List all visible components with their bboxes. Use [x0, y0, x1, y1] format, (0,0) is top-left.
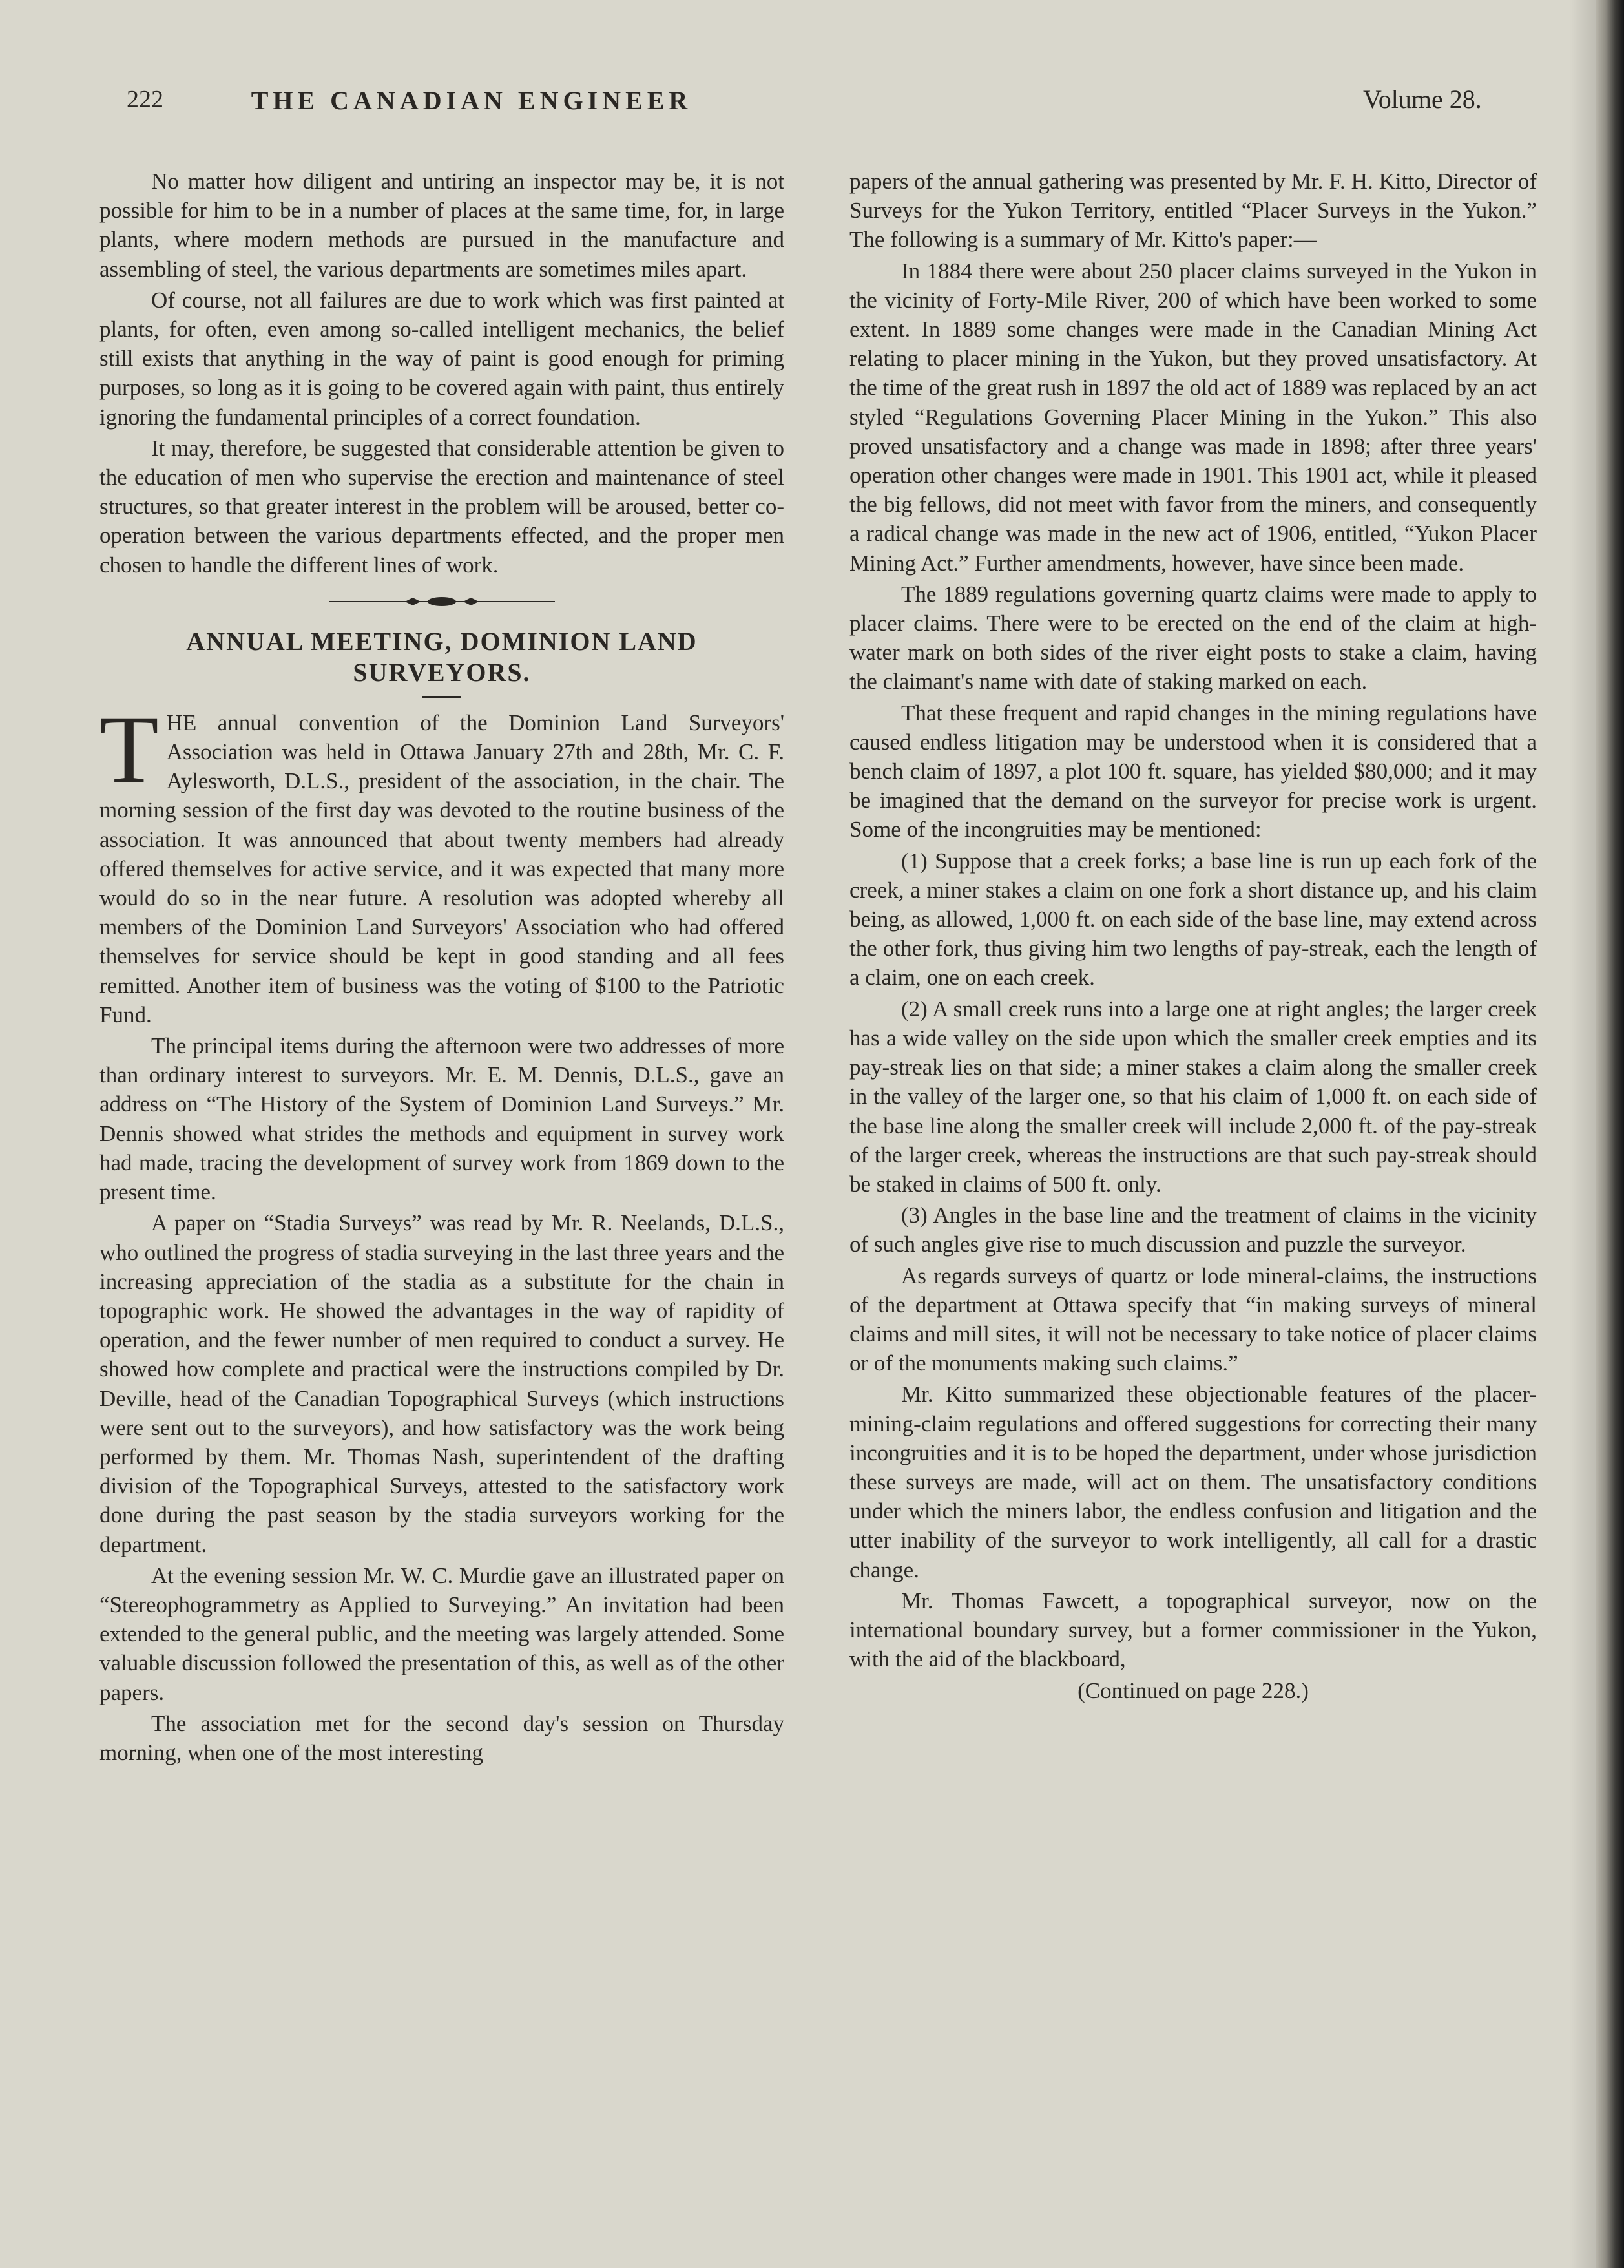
- page-edge: [1596, 0, 1624, 2268]
- running-header: [0, 85, 1624, 124]
- paragraph: The association met for the second day's session on Thursday morning, when one of the most interesting: [99, 1710, 784, 1765]
- ornamental-divider: [329, 595, 555, 608]
- heading-rule: [422, 696, 461, 698]
- drop-cap: T: [99, 695, 159, 803]
- paragraph: papers of the annual gathering was presented by Mr. F. H. Kitto, Director of Surveys for the Yukon Territory, entitled “Placer Surveys in the Yukon.” The following is a summary of Mr. Kitto's paper:—: [849, 169, 1537, 253]
- paragraph: Mr. Kitto summarized these objectionable features of the placer-mining-claim regulations and offered suggestions for correcting their many incongruities and it is to be hoped the department, under whose jurisdiction these surveys are made, will act on them. The unsatisfactory conditions under which the miners labor, the endless confusion and litigation and the utter inability of the surveyor to work intelligently, all call for a drastic change.: [849, 1381, 1537, 1582]
- article-heading: [99, 626, 784, 688]
- paragraph: As regards surveys of quartz or lode mineral-claims, the instructions of the department at Ottawa specify that “in making surveys of mineral claims and mill sites, it will not be necessary to take notice of placer claims or of the monuments making such claims.”: [849, 1263, 1537, 1376]
- article-heading-line: ANNUAL MEETING, DOMINION LAND: [186, 626, 698, 656]
- paragraph: In 1884 there were about 250 placer claims surveyed in the Yukon in the vicinity of Forty-Mile River, 200 of which have been worked to some extent. In 1889 some changes were made in the Canadian Mining Act relating to placer mining in the Yukon, but they proved unsatisfactory. At the time of the great rush in 1897 the old act of 1889 was replaced by an act styled “Regulations Governing Placer Mining in the Yukon.” This also proved unsatisfactory and a change was made in 1898; after three years' operation other changes were made in 1901. This 1901 act, while it pleased the big fellows, did not meet with favor from the miners, and consequently a radical change was made in the new act of 1906, entitled, “Yukon Placer Mining Act.” Further amendments, however, have since been made.: [849, 258, 1537, 576]
- paragraph: At the evening session Mr. W. C. Murdie gave an illustrated paper on “Stereophogrammetry as Applied to Surveying.” An invitation had been extended to the general public, and the meeting was largely attended. Some valuable discussion followed the presentation of this, as well as of the other papers.: [99, 1562, 784, 1705]
- volume-label: Volume 28.: [1363, 85, 1482, 114]
- right-column: [849, 167, 1537, 1706]
- paragraph: No matter how diligent and untiring an inspector may be, it is not possible for him to be in a number of places at the same time, for, in large plants, where modern methods are pursued in the manufacture and assembling of steel, the various departments are sometimes miles apart.: [99, 169, 784, 282]
- lead-paragraph-text: HE annual convention of the Dominion Land Surveyors' Association was held in Ottawa January 27th and 28th, Mr. C. F. Aylesworth, D.L.S., president of the association, in the chair. The morning session of the first day was devoted to the routine business of the association. It was announced that about twenty members had already offered themselves for active service, and it was expected that many more would do so in the near future. A resolution was adopted whereby all members of the Dominion Land Surveyors' Association who had offered themselves for service should be kept in good standing and all fees remitted. Another item of business was the voting of $100 to the Patriotic Fund.: [99, 709, 784, 1027]
- page-number: 222: [127, 86, 163, 113]
- page-gutter-shadow: [1570, 0, 1596, 2268]
- paragraph: It may, therefore, be suggested that considerable attention be given to the education of men who supervise the erection and maintenance of steel structures, so that greater interest in the problem will be aroused, better co-operation between the various departments effected, and the proper men chosen to handle the different lines of work.: [99, 435, 784, 578]
- article-heading-line: SURVEYORS.: [353, 657, 531, 687]
- paragraph: Mr. Thomas Fawcett, a topographical surveyor, now on the international boundary survey, but a former commissioner in the Yukon, with the aid of the blackboard,: [849, 1588, 1537, 1672]
- journal-title: THE CANADIAN ENGINEER: [251, 86, 692, 115]
- continued-note[interactable]: (Continued on page 228.): [1077, 1678, 1309, 1704]
- lead-paragraph: [99, 695, 784, 1029]
- paragraph: The principal items during the afternoon were two addresses of more than ordinary interest to surveyors. Mr. E. M. Dennis, D.L.S., gave an address on “The History of the System of Dominion Land Surveys.” Mr. Dennis showed what strides the methods and equipment in survey work had made, tracing the development of survey work from 1869 down to the present time.: [99, 1033, 784, 1205]
- paragraph: A paper on “Stadia Surveys” was read by Mr. R. Neelands, D.L.S., who outlined the progress of stadia surveying in the last three years and the increasing appreciation of the stadia as a substitute for the chain in topographic work. He showed the advantages in the way of rapidity of operation, and the fewer number of men required to conduct a survey. He showed how complete and practical were the instructions compiled by Dr. Deville, head of the Canadian Topographical Surveys (which instructions were sent out to the surveyors), and how satisfactory was the work being performed by them. Mr. Thomas Nash, superintendent of the drafting division of the Topographical Surveys, attested to the satisfactory work done during the past season by the stadia surveyors working for the department.: [99, 1210, 784, 1557]
- paragraph: That these frequent and rapid changes in the mining regulations have caused endless litigation may be understood when it is considered that a bench claim of 1897, a plot 100 ft. square, has yielded $80,000; and it may be imagined that the demand on the surveyor for precise work is urgent. Some of the incongruities may be mentioned:: [849, 700, 1537, 843]
- left-column: [99, 167, 784, 1767]
- paragraph: The 1889 regulations governing quartz claims were made to apply to placer claims. There were to be erected on the end of the claim at high-water mark on both sides of the river eight posts to stake a claim, having the claimant's name with date of staking marked on each.: [849, 581, 1537, 695]
- paragraph: Of course, not all failures are due to work which was first painted at plants, for often, even among so-called intelligent mechanics, the belief still exists that anything in the way of paint is good enough for priming purposes, so long as it is going to be covered again with paint, thus entirely ignoring the fundamental principles of a correct foundation.: [99, 287, 784, 430]
- list-item: (1) Suppose that a creek forks; a base line is run up each fork of the creek, a miner stakes a claim on one fork a short distance up, and his claim being, as allowed, 1,000 ft. on each side of the base line, may extend across the other fork, thus giving him two lengths of pay-streak, each the length of a claim, one on each creek.: [849, 848, 1537, 991]
- list-item: (2) A small creek runs into a large one at right angles; the larger creek has a wide valley on the side upon which the smaller creek empties and its pay-streak lies on that side; a miner stakes a claim along the smaller creek in the valley of the larger one, so that his claim of 1,000 ft. on each side of the base line along the smaller creek will include 2,000 ft. of the pay-streak of the larger creek, whereas the instructions are that such pay-streak should be staked in claims of 500 ft. only.: [849, 996, 1537, 1197]
- list-item: (3) Angles in the base line and the treatment of claims in the vicinity of such angles give rise to much discussion and puzzle the surveyor.: [849, 1202, 1537, 1257]
